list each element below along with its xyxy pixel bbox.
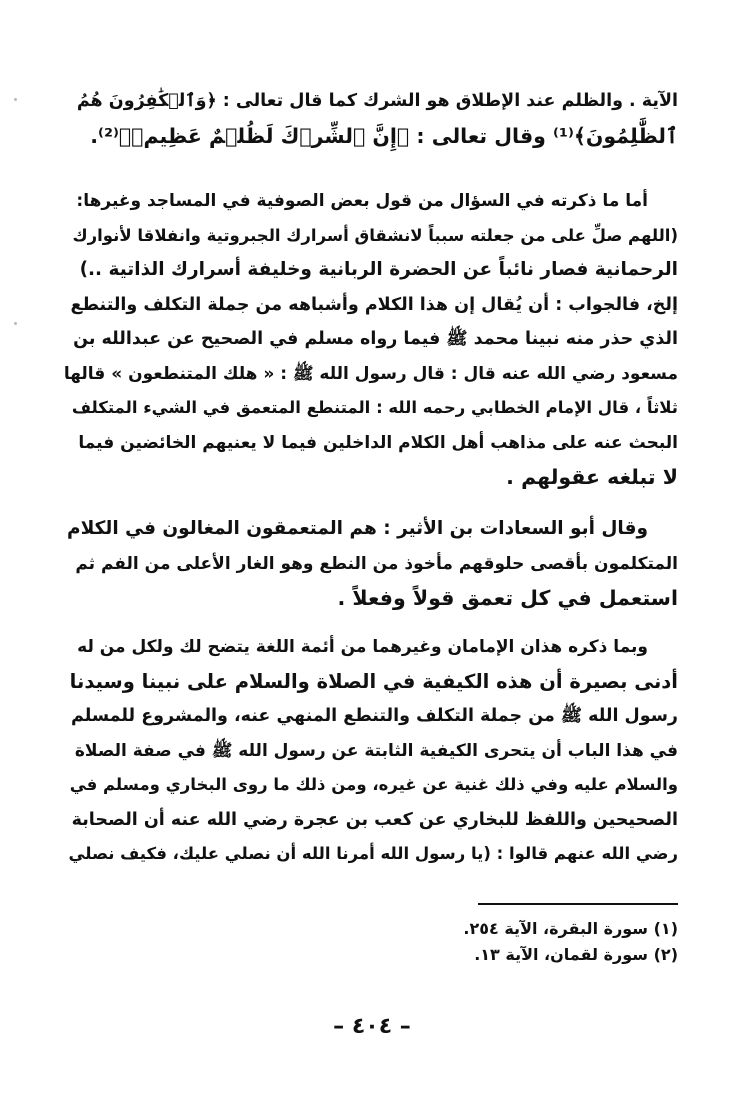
text-line: مسعود رضي الله عنه قال : قال رسول الله ﷺ : « هلك المتنطعون » قالها [63,363,678,384]
footnote-2: (٢) سورة لقمان، الآية ١٣. [474,945,678,964]
scan-artifact-dot [14,322,17,325]
text-line: استعمل في كل تعمق قولاً وفعلاً . [337,586,678,610]
text-line: الذي حذر منه نبينا محمد ﷺ فيما رواه مسلم في الصحيح عن عبدالله بن [73,329,678,349]
text-line: والسلام عليه وفي ذلك غنية عن غيره، ومن ذلك ما روى البخاري ومسلم في [69,775,678,794]
text-line: المتكلمون بأقصى حلوقهم مأخوذ من النطع وهو الغار الأعلى من الفم ثم [75,553,678,574]
footnotes [378,916,678,968]
paragraph-text [64,84,678,153]
paragraph-3 [64,512,678,616]
text-line: الرحمانية فصار نائباً عن الحضرة الربانية وخليفة أسرارك الذاتية ..) [79,259,678,280]
text-line: وقال أبو السعادات بن الأثير : هم المتعمقون المغالون في الكلام [67,518,648,539]
text-line: الصحيحين واللفظ للبخاري عن كعب بن عجرة رضي الله عنه أن الصحابة [71,809,678,830]
text-line: الآية . والظلم عند الإطلاق هو الشرك كما قال تعالى : ﴿وَٱلۡكَٰفِرُونَ هُمُ [76,91,678,111]
paragraph-1 [64,84,678,153]
text-line: في هذا الباب أن يتحرى الكيفية الثابتة عن رسول الله ﷺ في صفة الصلاة [74,740,678,761]
page-number: – ٤٠٤ – [333,1014,411,1039]
text-line: ثلاثاً ، قال الإمام الخطابي رحمه الله : المتنطع المتعمق في الشيء المتكلف [71,398,678,417]
text-line: لا تبلغه عقولهم . [506,465,678,489]
text-line: وبما ذكره هذان الإمامان وغيرهما من أئمة اللغة يتضح لك ولكل من له [77,637,648,657]
text-line: ٱلظَّٰلِمُونَ﴾⁽¹⁾ وقال تعالى : ﴿إِنَّ ٱلشِّرۡكَ لَظُلۡمٌ عَظِيمٞ﴾⁽²⁾. [90,123,678,148]
text-line: البحث عنه على مذاهب أهل الكلام الداخلين فيما لا يعنيهم الخائضين فيما [78,432,678,453]
text-line: إلخ، فالجواب : أن يُقال إن هذا الكلام وأشباهه من جملة التكلف والتنطع [70,294,678,315]
paragraph-2 [64,184,678,495]
footnote-divider [478,903,678,905]
paragraph-4 [64,630,678,872]
paragraph-text [64,512,678,616]
paragraph-text [64,630,678,872]
paragraph-text [64,184,678,495]
text-line: أدنى بصيرة أن هذه الكيفية في الصلاة والسلام على نبينا وسيدنا [69,669,678,693]
text-line: رضي الله عنهم قالوا : (يا رسول الله أمرنا الله أن نصلي عليك، فكيف نصلي [68,844,678,863]
footnote-1: (١) سورة البقرة، الآية ٢٥٤. [463,919,678,938]
text-line: أما ما ذكرته في السؤال من قول بعض الصوفية في المساجد وغيرها: [76,191,648,211]
text-line: رسول الله ﷺ من جملة التكلف والتنطع المنهي عنه، والمشروع للمسلم [70,706,678,726]
text-line: (اللهم صلِّ على من جعلته سبباً لانشقاق أسرارك الجبروتية وانفلاقا لأنوارك [72,225,678,245]
scan-artifact-dot [14,98,17,101]
